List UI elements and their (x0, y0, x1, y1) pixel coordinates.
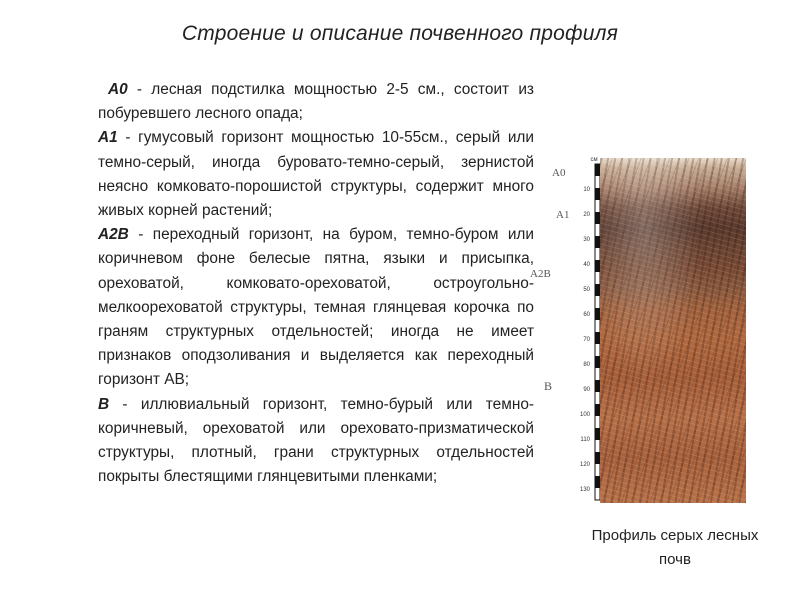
caption-line: почв (659, 551, 691, 568)
figure-caption (560, 524, 790, 572)
horizon-label-a2b: А2В (530, 268, 551, 280)
scale-segment (596, 380, 600, 392)
scale-segment (596, 212, 600, 224)
horizon-text: - переходный горизонт, на буром, темно-буром или коричневом фоне белесые пятна, языки и присыпка, ореховатой, комковато-ореховатой, остроугольно-мелкоореховатой структуры, темная глянцевая корочка по граням структурных отдельностей; иногда не имеет признаков оподзоливания и выделяется как переходный горизонт АВ; (98, 226, 534, 389)
scale-tick: 90 (583, 387, 590, 393)
scale-tick: 50 (583, 287, 590, 293)
horizon-b-paragraph (98, 393, 534, 490)
horizon-label-b: В (544, 379, 553, 393)
caption-line: Профиль серых лесных (591, 527, 759, 544)
horizon-text: - иллювиальный горизонт, темно-бурый или темно-коричневый, ореховатой или ореховато-призматической структуры, плотный, грани структурных отдельностей покрыты блестящими глянцевитыми пленками; (98, 395, 534, 486)
scale-segment (596, 260, 600, 272)
page-title: Строение и описание почвенного профиля (181, 22, 619, 45)
scale-segment (596, 332, 600, 344)
scale-segment (596, 236, 600, 248)
scale-segment (596, 164, 600, 176)
scale-tick: 70 (583, 337, 590, 343)
horizon-code: А1 (98, 129, 118, 147)
depth-scale-figure (530, 152, 600, 504)
scale-segment (596, 356, 600, 368)
horizon-a1-paragraph (98, 126, 534, 223)
scale-tick: 40 (583, 262, 590, 268)
scale-tick: 100 (579, 412, 590, 418)
scale-segment (596, 476, 600, 488)
scale-segment (596, 284, 600, 296)
horizon-a2b-paragraph (98, 223, 534, 392)
scale-tick: 10 (583, 187, 590, 193)
scale-tick: 30 (583, 237, 590, 243)
scale-segment (596, 452, 600, 464)
soil-profile-texture (600, 158, 746, 503)
scale-tick: 110 (580, 437, 590, 443)
scale-segment (596, 188, 600, 200)
scale-segment (596, 308, 600, 320)
scale-segment (596, 428, 600, 440)
horizon-text: - гумусовый горизонт мощностью 10-55см., серый или темно-серый, иногда буровато-темно-серый, зернистой неясно комковато-порошистой структуры, содержит много живых корней растений; (98, 129, 534, 220)
scale-segment (596, 404, 600, 416)
scale-tick: 20 (583, 212, 590, 218)
horizon-a0-paragraph (98, 78, 534, 126)
horizon-code: А0 (108, 81, 128, 98)
scale-tick: 120 (579, 462, 590, 468)
unit-label: см (590, 157, 598, 163)
profile-description (98, 78, 534, 489)
horizon-label-a0: А0 (552, 167, 566, 179)
scale-tick: 80 (583, 362, 590, 368)
horizon-code: В (98, 395, 110, 413)
scale-tick: 60 (583, 312, 590, 318)
horizon-code: А2В (98, 226, 129, 244)
scale-tick: 130 (579, 487, 590, 493)
horizon-text: - лесная подстилка мощностью 2-5 см., состоит из побуревшего лесного опада; (98, 81, 534, 123)
horizon-label-a1: А1 (556, 209, 570, 221)
